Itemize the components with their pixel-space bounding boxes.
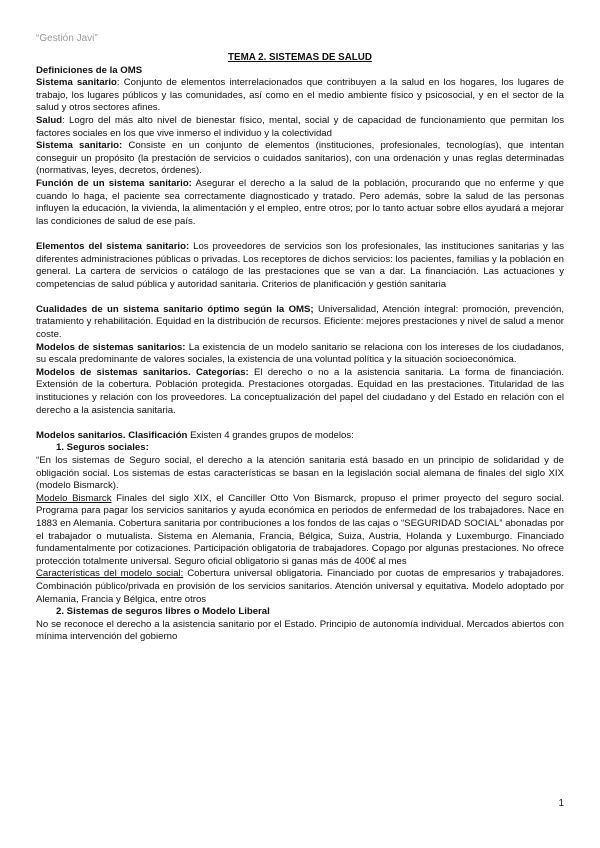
- term-text: Cobertura universal obligatoria. Financiado por cuotas de empresarios y trabajadores. Combinación público/privada en provisión de los servicios sanitarios. Atención universal y equitativa. Modelo adoptado por Alemania, Francia y Bélgica, entre otros: [36, 568, 564, 605]
- spacer: [36, 417, 564, 430]
- term-text: Existen 4 grandes grupos de modelos:: [187, 429, 354, 441]
- paragraph-liberal: No se reconoce el derecho a la asistencia sanitario por el Estado. Principio de autonomía individual. Mercados abiertos con mínima intervención del gobierno: [36, 618, 564, 643]
- term-label: Cualidades de un sistema sanitario óptimo según la OMS;: [36, 303, 314, 315]
- paragraph-bismarck: [36, 493, 564, 569]
- term-label: Modelo Bismarck: [36, 492, 112, 504]
- term-text: : Logro del más alto nivel de bienestar físico, mental, social y de capacidad de funcionamiento que permitan los factores sociales en los que vive inmerso el individuo y la colectividad: [36, 114, 564, 139]
- paragraph-elementos: [36, 241, 564, 291]
- term-text: Finales del siglo XIX, el Canciller Otto Von Bismarck, propuso el primer proyecto del seguro social. Programa para pagar los servicios sanitarios y ayuda económica en periodos de enfermedad de los trabajadores. Nace en 1883 en Alemania. Cobertura sanitaria por contribuciones a los fondos de las cajas o “SEGURIDAD SOCIAL” abonadas por el trabajador o mutualista. Sistema en Alemania, Francia, Bélgica, Suiza, Austria, Holanda y Luxemburgo. Financiado fundamentalmente por cotizaciones. Participación obligatoria de trabajadores. Copago por algunas prestaciones. No ofrece protección totalmente universal. Seguro oficial obligatorio si ganas más de 400€ al mes: [36, 492, 565, 567]
- term-text: El derecho o no a la asistencia sanitaria. La forma de financiación. Extensión de la cobertura. Población protegida. Prestaciones otorgadas. Equidad en las prestaciones. Titularidad de las instituciones y relación con los proveedores. La conceptualización del papel del ciudadano y del Estado en relación con el derecho a la asistencia sanitaria.: [36, 366, 564, 416]
- paragraph-cualidades: [36, 304, 564, 342]
- term-text: Los proveedores de servicios son los profesionales, las instituciones sanitarias y las diferentes administraciones públicas o privadas. Los receptores de dichos servicios: los pacientes, familias y la población en general. La cartera de servicios o catálogo de las prestaciones que se van a dar. La financiación. Las actuaciones y competencias de salud pública y autoridad sanitaria. Criterios de planificación y gestión sanitaria: [36, 240, 564, 290]
- paragraph-sistema-sanitario-1: [36, 77, 564, 115]
- page-header: “Gestión Javi”: [36, 33, 98, 44]
- paragraph-quote: “En los sistemas de Seguro social, el derecho a la atención sanitaria está basado en un principio de solidaridad y de obligación social. Los sistemas de estas características se basan en la legislación social alemana de finales del siglo XIX (modelo Bismarck).: [36, 455, 564, 492]
- term-text: : Conjunto de elementos interrelacionados que contribuyen a la salud en los hogares, los lugares de trabajo, los lugares públicos y las comunidades, así como en el medio ambiente físico y psicosocial, y en el sector de la salud y otros sectores afines.: [36, 77, 565, 114]
- term-label: Sistema sanitario:: [36, 140, 123, 152]
- list-item-modelo-liberal: 2. Sistemas de seguros libres o Modelo Liberal: [56, 606, 270, 618]
- page-number: 1: [558, 798, 564, 809]
- paragraph-clasificacion: [36, 430, 564, 443]
- spacer: [36, 291, 564, 304]
- paragraph-categorias: [36, 367, 564, 417]
- section-heading-definitions: Definiciones de la OMS: [36, 64, 143, 76]
- paragraph-modelos: [36, 342, 564, 367]
- paragraph-salud: [36, 115, 564, 140]
- term-label: Sistema sanitario: [36, 77, 117, 89]
- term-text: Universalidad, Atención integral: promoción, prevención, tratamiento y rehabilitación. Equidad en la distribución de recursos. Eficiente: mejores prestaciones y nivel de salud a menor coste.: [36, 303, 564, 341]
- term-label: Salud: [36, 114, 63, 126]
- paragraph-sistema-sanitario-2: [36, 140, 564, 178]
- term-text: Asegurar el derecho a la salud de la población, procurando que no enferme y que cuando lo haga, el paciente sea correctamente diagnosticado y tratado. Pero además, sobre la salud de las personas influyen la educación, la vivienda, la alimentación y el empleo, entre otros; por lo tanto actuar sobre ellos ayudará a mejorar las condiciones de salud de ese país.: [36, 177, 565, 227]
- term-label: Características del modelo social:: [36, 568, 184, 580]
- term-label: Elementos del sistema sanitario:: [36, 240, 190, 252]
- term-text: Consiste en un conjunto de elementos (instituciones, profesionales, tecnologías), que intentan conseguir un propósito (la prestación de servicios o cuidados sanitarios), con una ordenación y unas reglas determinadas (normativas, leyes, decretos, órdenes).: [36, 140, 564, 177]
- spacer: [36, 228, 564, 241]
- paragraph-funcion: [36, 178, 564, 228]
- term-label: Modelos de sistemas sanitarios. Categorías:: [36, 366, 249, 378]
- term-label: Función de un sistema sanitario:: [36, 177, 192, 189]
- term-text: La existencia de un modelo sanitario se relaciona con los intereses de los ciudadanos, su escala predominante de valores sociales, la existencia de una voluntad política y la situación socioeconómica.: [36, 341, 564, 366]
- term-label: Modelos sanitarios. Clasificación: [36, 429, 188, 441]
- term-label: Modelos de sistemas sanitarios:: [36, 341, 186, 353]
- list-item-seguros-sociales: 1. Seguros sociales:: [56, 442, 149, 454]
- paragraph-caracteristicas: [36, 568, 564, 606]
- document-body: [36, 52, 564, 644]
- document-title: TEMA 2. SISTEMAS DE SALUD: [228, 52, 372, 63]
